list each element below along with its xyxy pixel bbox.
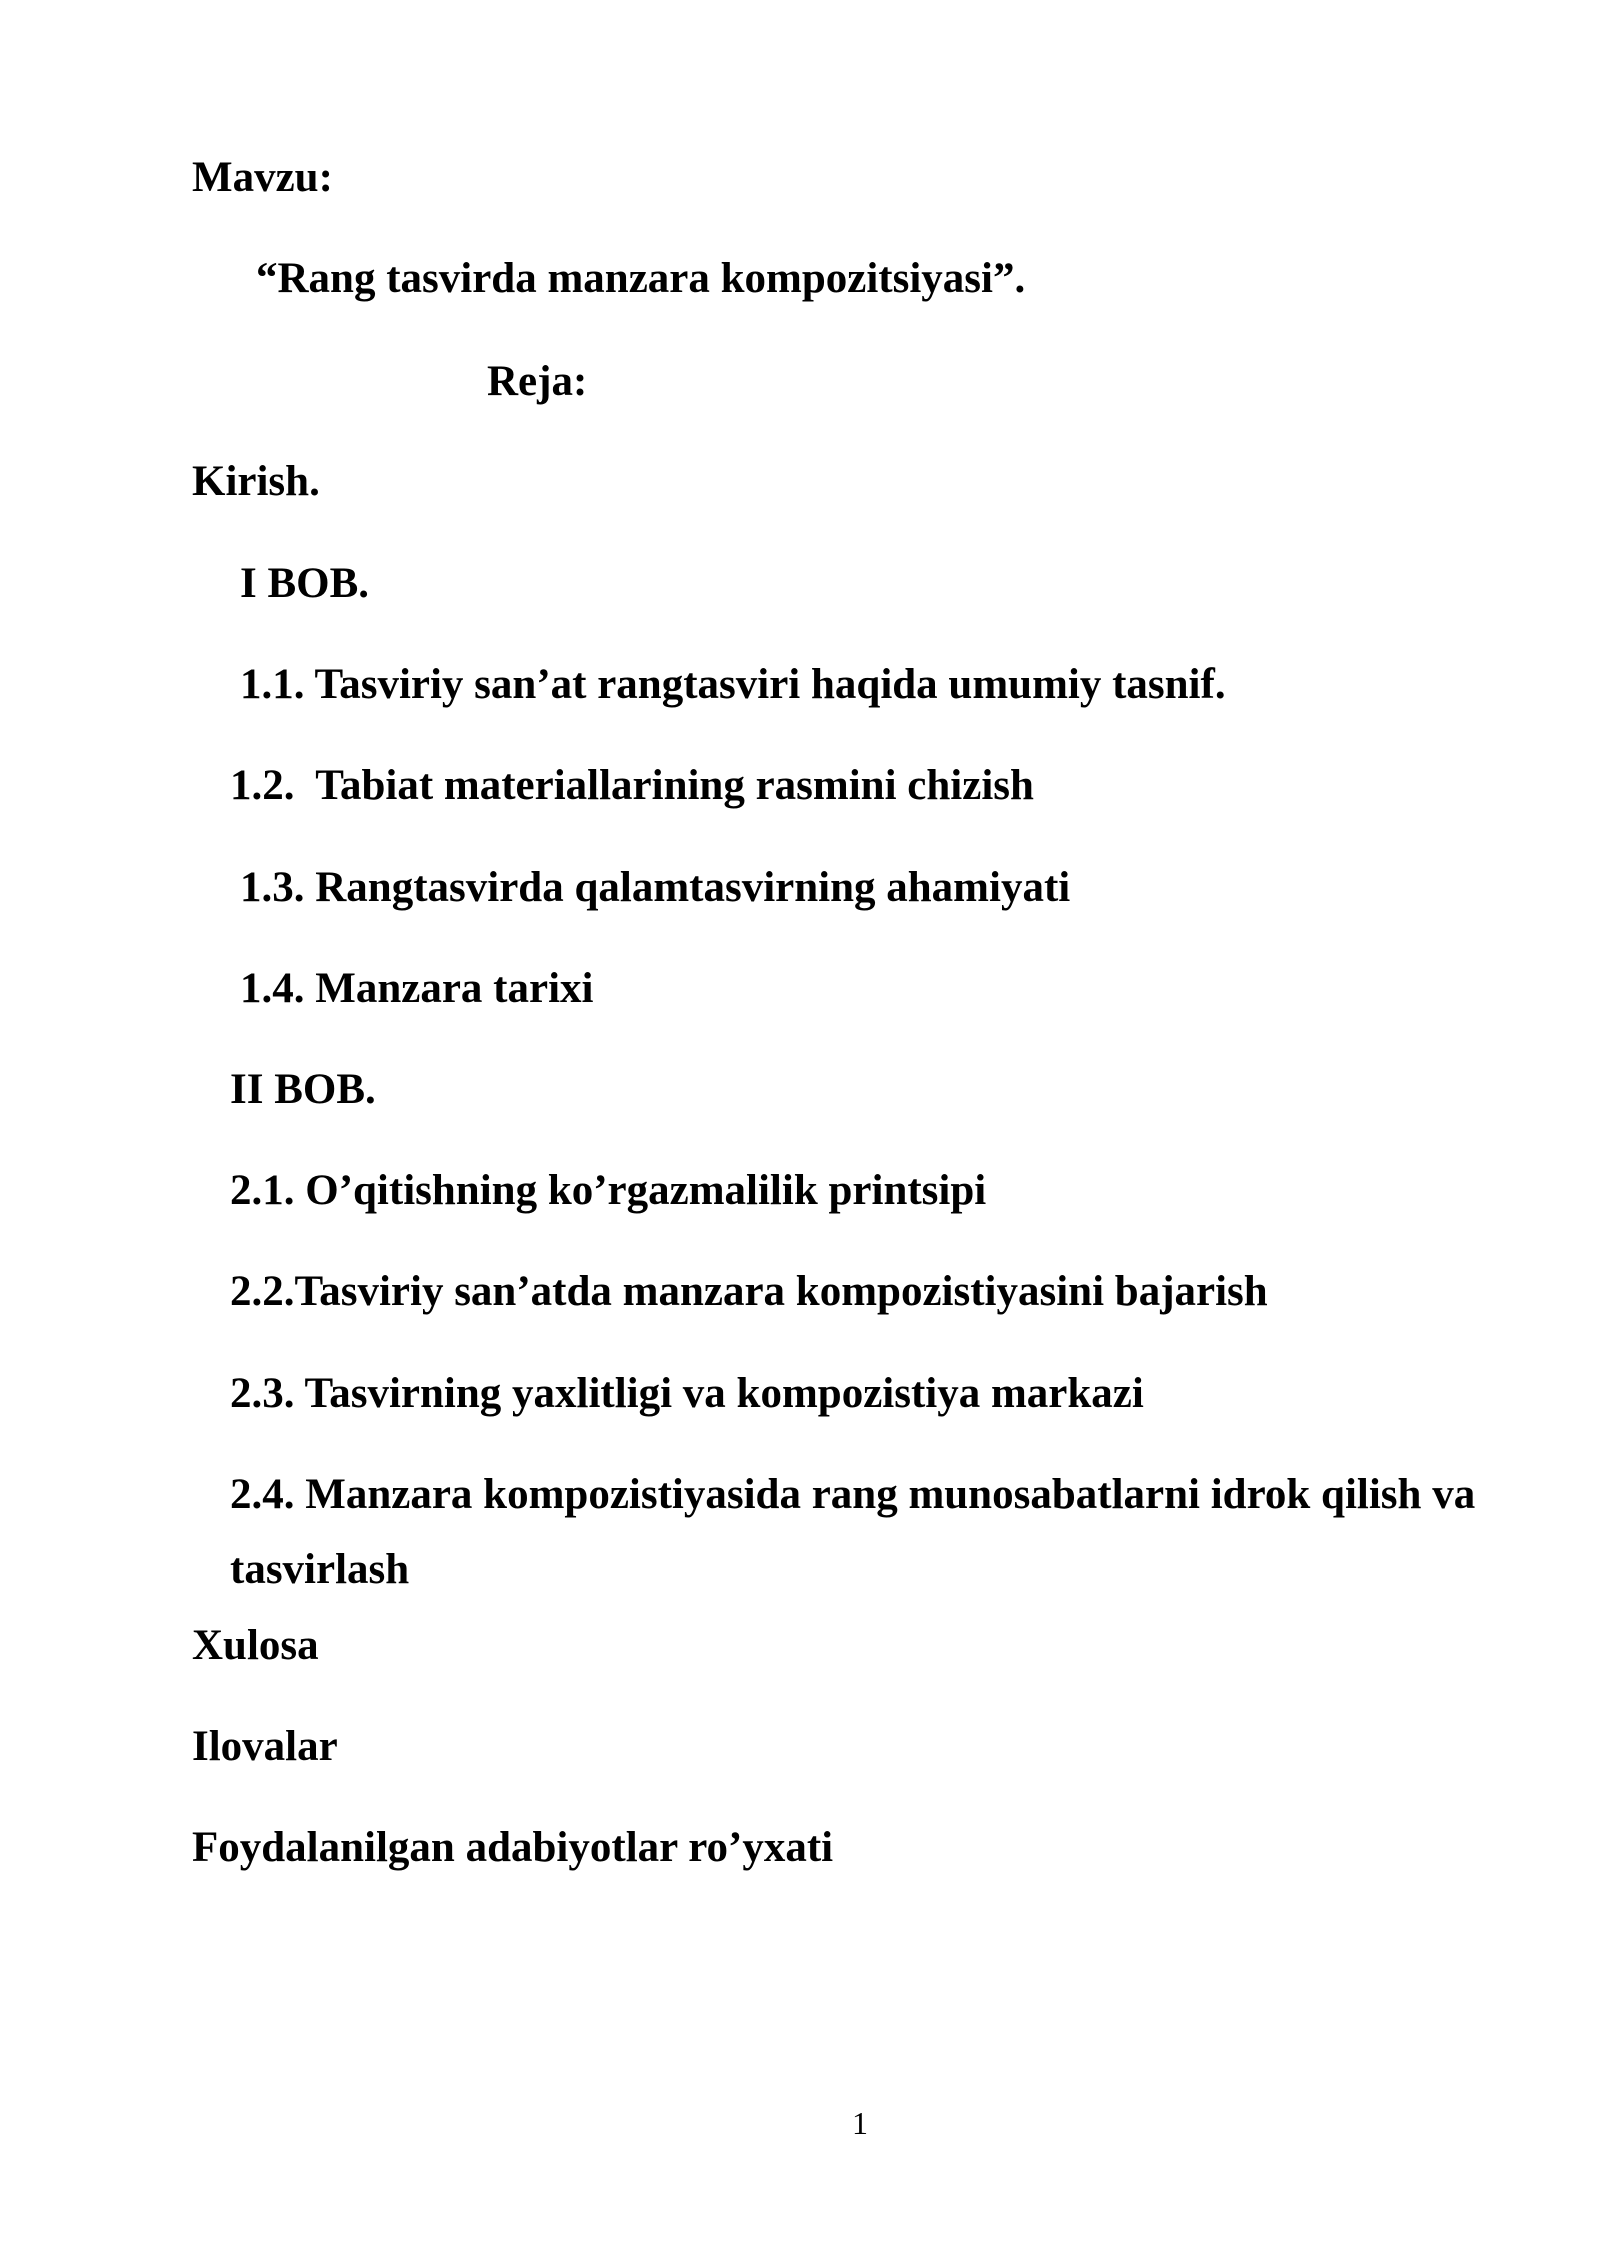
outline-item-xulosa: Xulosa xyxy=(192,1622,319,1669)
outline-item-kirish: Kirish. xyxy=(192,458,320,505)
outline-item-2-3: 2.3. Tasvirning yaxlitligi va kompozistiya markazi xyxy=(230,1370,1144,1417)
outline-item-2-2: 2.2.Tasviriy san’atda manzara kompozistiyasini bajarish xyxy=(230,1268,1268,1315)
outline-item-2-4-line1: 2.4. Manzara kompozistiyasida rang munosabatlarni idrok qilish va xyxy=(230,1471,1476,1518)
outline-item-1-2: 1.2. Tabiat materiallarining rasmini chizish xyxy=(230,762,1034,809)
outline-item-ilovalar: Ilovalar xyxy=(192,1723,338,1770)
outline-chapter-2: II BOB. xyxy=(230,1066,376,1113)
outline-item-1-1: 1.1. Tasviriy san’at rangtasviri haqida umumiy tasnif. xyxy=(240,661,1226,708)
page-number: 1 xyxy=(852,2105,868,2141)
outline-chapter-1: I BOB. xyxy=(240,560,370,607)
outline-item-2-1: 2.1. O’qitishning ko’rgazmalilik printsipi xyxy=(230,1167,987,1214)
outline-item-2-4-line2: tasvirlash xyxy=(230,1546,410,1593)
outline-item-1-3: 1.3. Rangtasvirda qalamtasvirning ahamiyati xyxy=(240,864,1071,911)
reja-heading: Reja: xyxy=(487,358,588,405)
outline-item-adabiyotlar: Foydalanilgan adabiyotlar ro’yxati xyxy=(192,1824,834,1871)
mavzu-label: Mavzu: xyxy=(192,154,333,201)
outline-item-1-4: 1.4. Manzara tarixi xyxy=(240,965,594,1012)
document-topic-title: “Rang tasvirda manzara kompozitsiyasi”. xyxy=(256,255,1026,302)
